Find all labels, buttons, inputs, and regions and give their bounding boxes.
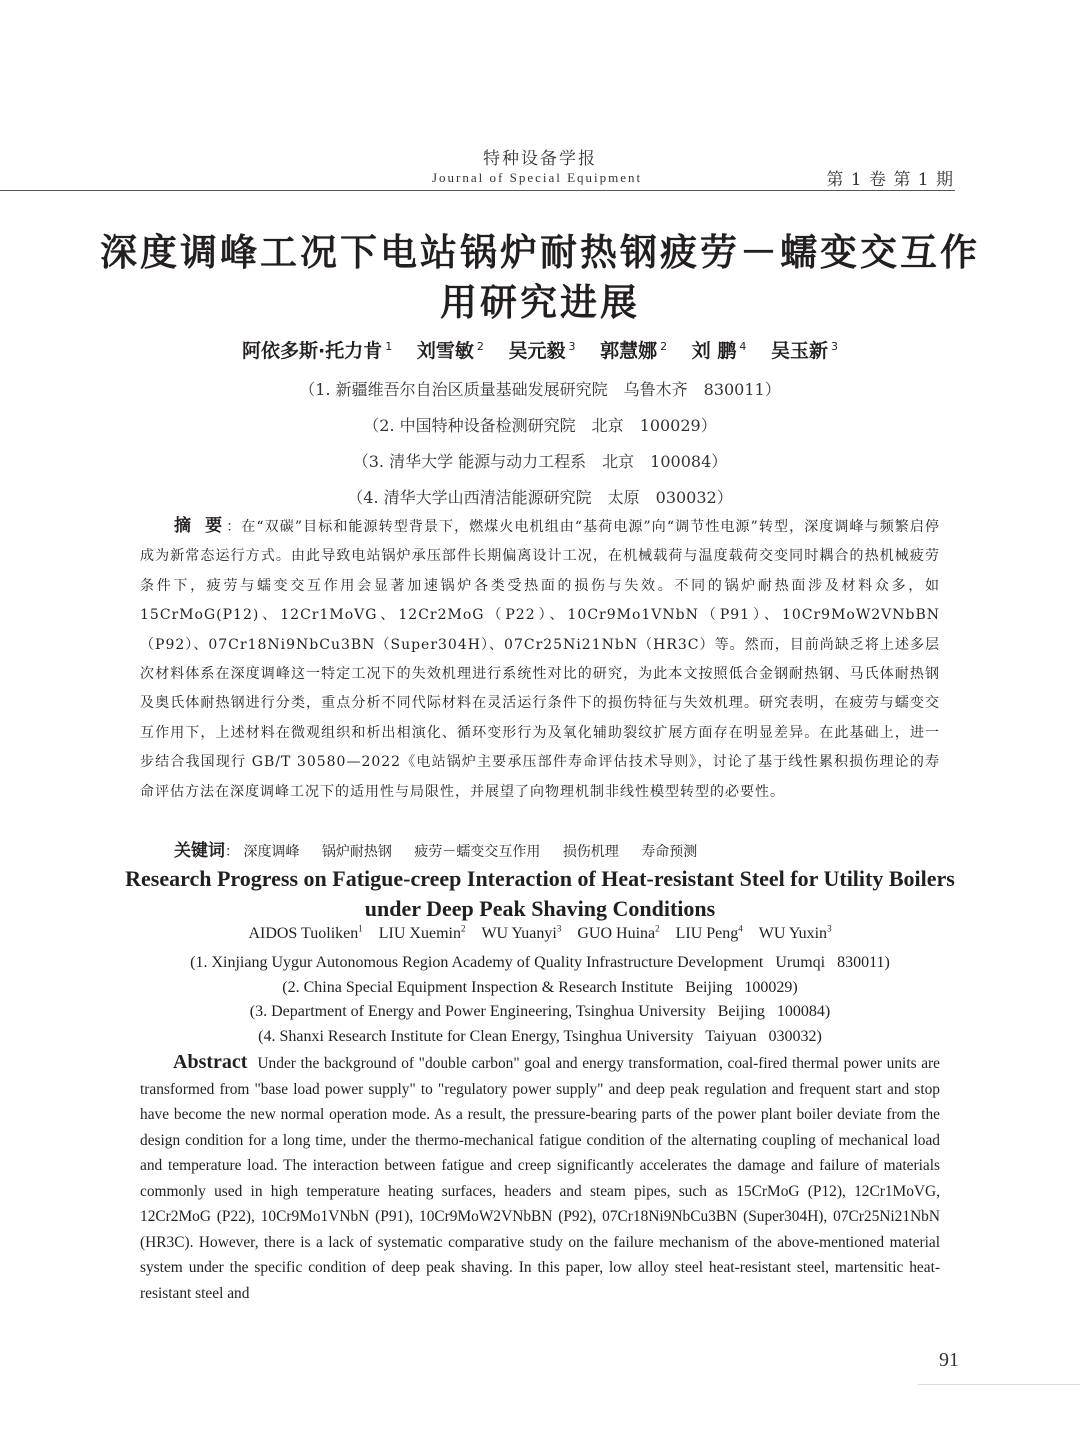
author-affil-mark: 3 [827,924,832,934]
header-rule [0,190,955,191]
author-affil-mark: 4 [738,924,743,934]
author-name: AIDOS Tuoliken [248,925,359,943]
author-affil-mark: 3 [556,924,562,934]
abstract-cn-label: 摘 要 [174,516,227,536]
keywords-cn-label: 关键词 [174,841,225,861]
affiliations-cn [0,372,1080,516]
affiliation-en: (2. China Special Equipment Inspection & Research Institute Beijing 100029) [282,978,798,996]
author-affil-mark: 4 [739,339,747,353]
author-name: 刘 鹏 [691,340,737,362]
author-affil-mark: 3 [568,339,576,353]
abstract-cn [140,512,940,807]
author-cn [242,340,392,362]
author-name: 郭慧娜 [600,340,658,362]
affiliation-en: (3. Department of Energy and Power Engineering, Tsinghua University Beijing 100084) [249,1003,831,1021]
author-en [248,925,362,942]
abstract-en [140,1050,940,1306]
keyword: 疲劳－蠕变交互作用 [414,844,541,860]
affiliation-cn: （3. 清华大学 能源与动力工程系 北京 100084） [352,452,728,471]
author-affil-mark: 1 [358,924,363,934]
abstract-en-text: Under the background of "double carbon" goal and energy transformation, coal-fired thermal power units are transformed from "base load power supply" to "regulatory power supply" and deep peak regulation and frequent start and stop have become the new normal operation mode. As a result, the pressure-bearing parts of the power plant boiler deviate from the design condition for a long time, under the thermo-mechanical fatigue condition of the alternating coupling of mechanical load and temperature load. The interaction between fatigue and creep significantly accelerates the damage and failure of materials commonly used in high temperature heating surfaces, headers and steam pipes, such as 15CrMoG (P12), 12Cr1MoVG, 12Cr2MoG (P22), 10Cr9Mo1VNbN (P91), 10Cr9MoW2VNbBN (P92), 07Cr18Ni9NbCu3BN (Super304H), 07Cr25Ni21NbN (HR3C). However, there is a lack of systematic comparative study on the failure mechanism of the above-mentioned material system under the specific condition of deep peak shaving. In this paper, low alloy steel heat-resistant steel, martensitic heat-resistant steel and [140,1055,940,1302]
page-number: 91 [939,1349,959,1371]
author-name: WU Yuanyi [481,925,557,943]
affiliation-en: (4. Shanxi Research Institute for Clean Energy, Tsinghua University Taiyuan 030032) [258,1027,822,1045]
author-affil-mark: 1 [385,339,393,353]
authors-cn [0,336,1080,363]
author-en [759,925,832,942]
author-cn [692,340,747,362]
journal-name-cn: 特种设备学报 [483,149,597,169]
affiliation-en: (1. Xinjiang Uygur Autonomous Region Academy of Quality Infrastructure Development Urumqi 830011) [190,954,890,971]
keyword: 寿命预测 [641,844,698,860]
affiliation-cn: （2. 中国特种设备检测研究院 北京 100029） [363,416,717,435]
author-cn [600,340,667,362]
author-affil-mark: 2 [660,339,668,353]
abstract-en-label: Abstract [173,1051,248,1073]
author-en [577,925,659,942]
keyword: 锅炉耐热钢 [321,844,392,860]
author-affil-mark: 2 [655,924,660,934]
keyword: 深度调峰 [243,844,300,860]
author-en [676,925,743,942]
affiliation-cn: （1. 新疆维吾尔自治区质量基础发展研究院 乌鲁木齐 830011） [299,380,781,399]
author-name: LIU Peng [675,925,739,943]
keywords-cn [174,836,954,861]
author-en [481,925,561,942]
footer-rule [918,1384,1080,1385]
author-name: 阿依多斯·托力肯 [241,340,383,362]
author-cn [417,340,484,362]
journal-name-en: Journal of Special Equipment [432,170,643,185]
abstract-cn-text: ：在“双碳”目标和能源转型背景下，燃煤火电机组由“基荷电源”向“调节性电源”转型，深度调峰与频繁启停成为新常态运行方式。由此导致电站锅炉承压部件长期偏离设计工况，在机械载荷与温度载荷交变同时耦合的热机械疲劳条件下，疲劳与蠕变交互作用会显著加速锅炉各类受热面的损伤与失效。不同的锅炉耐热面涉及材料众多，如 15CrMoG(P12)、12Cr1MoVG、12Cr2MoG（P22）、10Cr9Mo1VNbN（P91）、10Cr9MoW2VNbBN（P92）、07Cr18Ni9NbCu3BN（Super304H）、07Cr25Ni21NbN（HR3C）等。然而，目前尚缺乏将上述多层次材料体系在深度调峰这一特定工况下的失效机理进行系统性对比的研究，为此本文按照低合金钢耐热钢、马氏体耐热钢及奥氏体耐热钢进行分类，重点分析不同代际材料在灵活运行条件下的损伤特征与失效机理。研究表明，在疲劳与蠕变交互作用下，上述材料在微观组织和析出相演化、循环变形行为及氧化辅助裂纹扩展方面存在明显差异。在此基础上，进一步结合我国现行 GB/T 30580—2022《电站锅炉主要承压部件寿命评估技术导则》，讨论了基于线性累积损伤理论的寿命评估方法在深度调峰工况下的适用性与局限性，并展望了向物理机制非线性模型转型的必要性。 [140,519,940,800]
author-cn [508,340,575,362]
author-name: 吴元毅 [508,340,566,362]
keywords-colon: ： [225,844,239,860]
author-name: GUO Huina [577,925,656,943]
author-affil-mark: 2 [476,339,484,353]
author-affil-mark: 3 [831,339,839,353]
affiliations-en [0,951,1080,1049]
author-name: LIU Xuemin [378,925,461,943]
author-name: WU Yuxin [758,925,828,943]
authors-en [0,924,1080,943]
title-cn: 深度调峰工况下电站锅炉耐热钢疲劳－蠕变交互作用研究进展 [100,231,980,324]
author-en [379,925,466,942]
author-cn [771,340,838,362]
keyword: 损伤机理 [562,844,619,860]
affiliation-cn: （4. 清华大学山西清洁能源研究院 太原 030032） [347,488,733,507]
volume-issue: 第 1 卷 第 1 期 [826,170,954,190]
author-affil-mark: 2 [460,924,466,934]
author-name: 刘雪敏 [416,340,474,362]
title-en: Research Progress on Fatigue-creep Interaction of Heat-resistant Steel for Utility Boilers under Deep Peak Shaving Conditions [125,866,955,921]
author-name: 吴玉新 [771,340,829,362]
